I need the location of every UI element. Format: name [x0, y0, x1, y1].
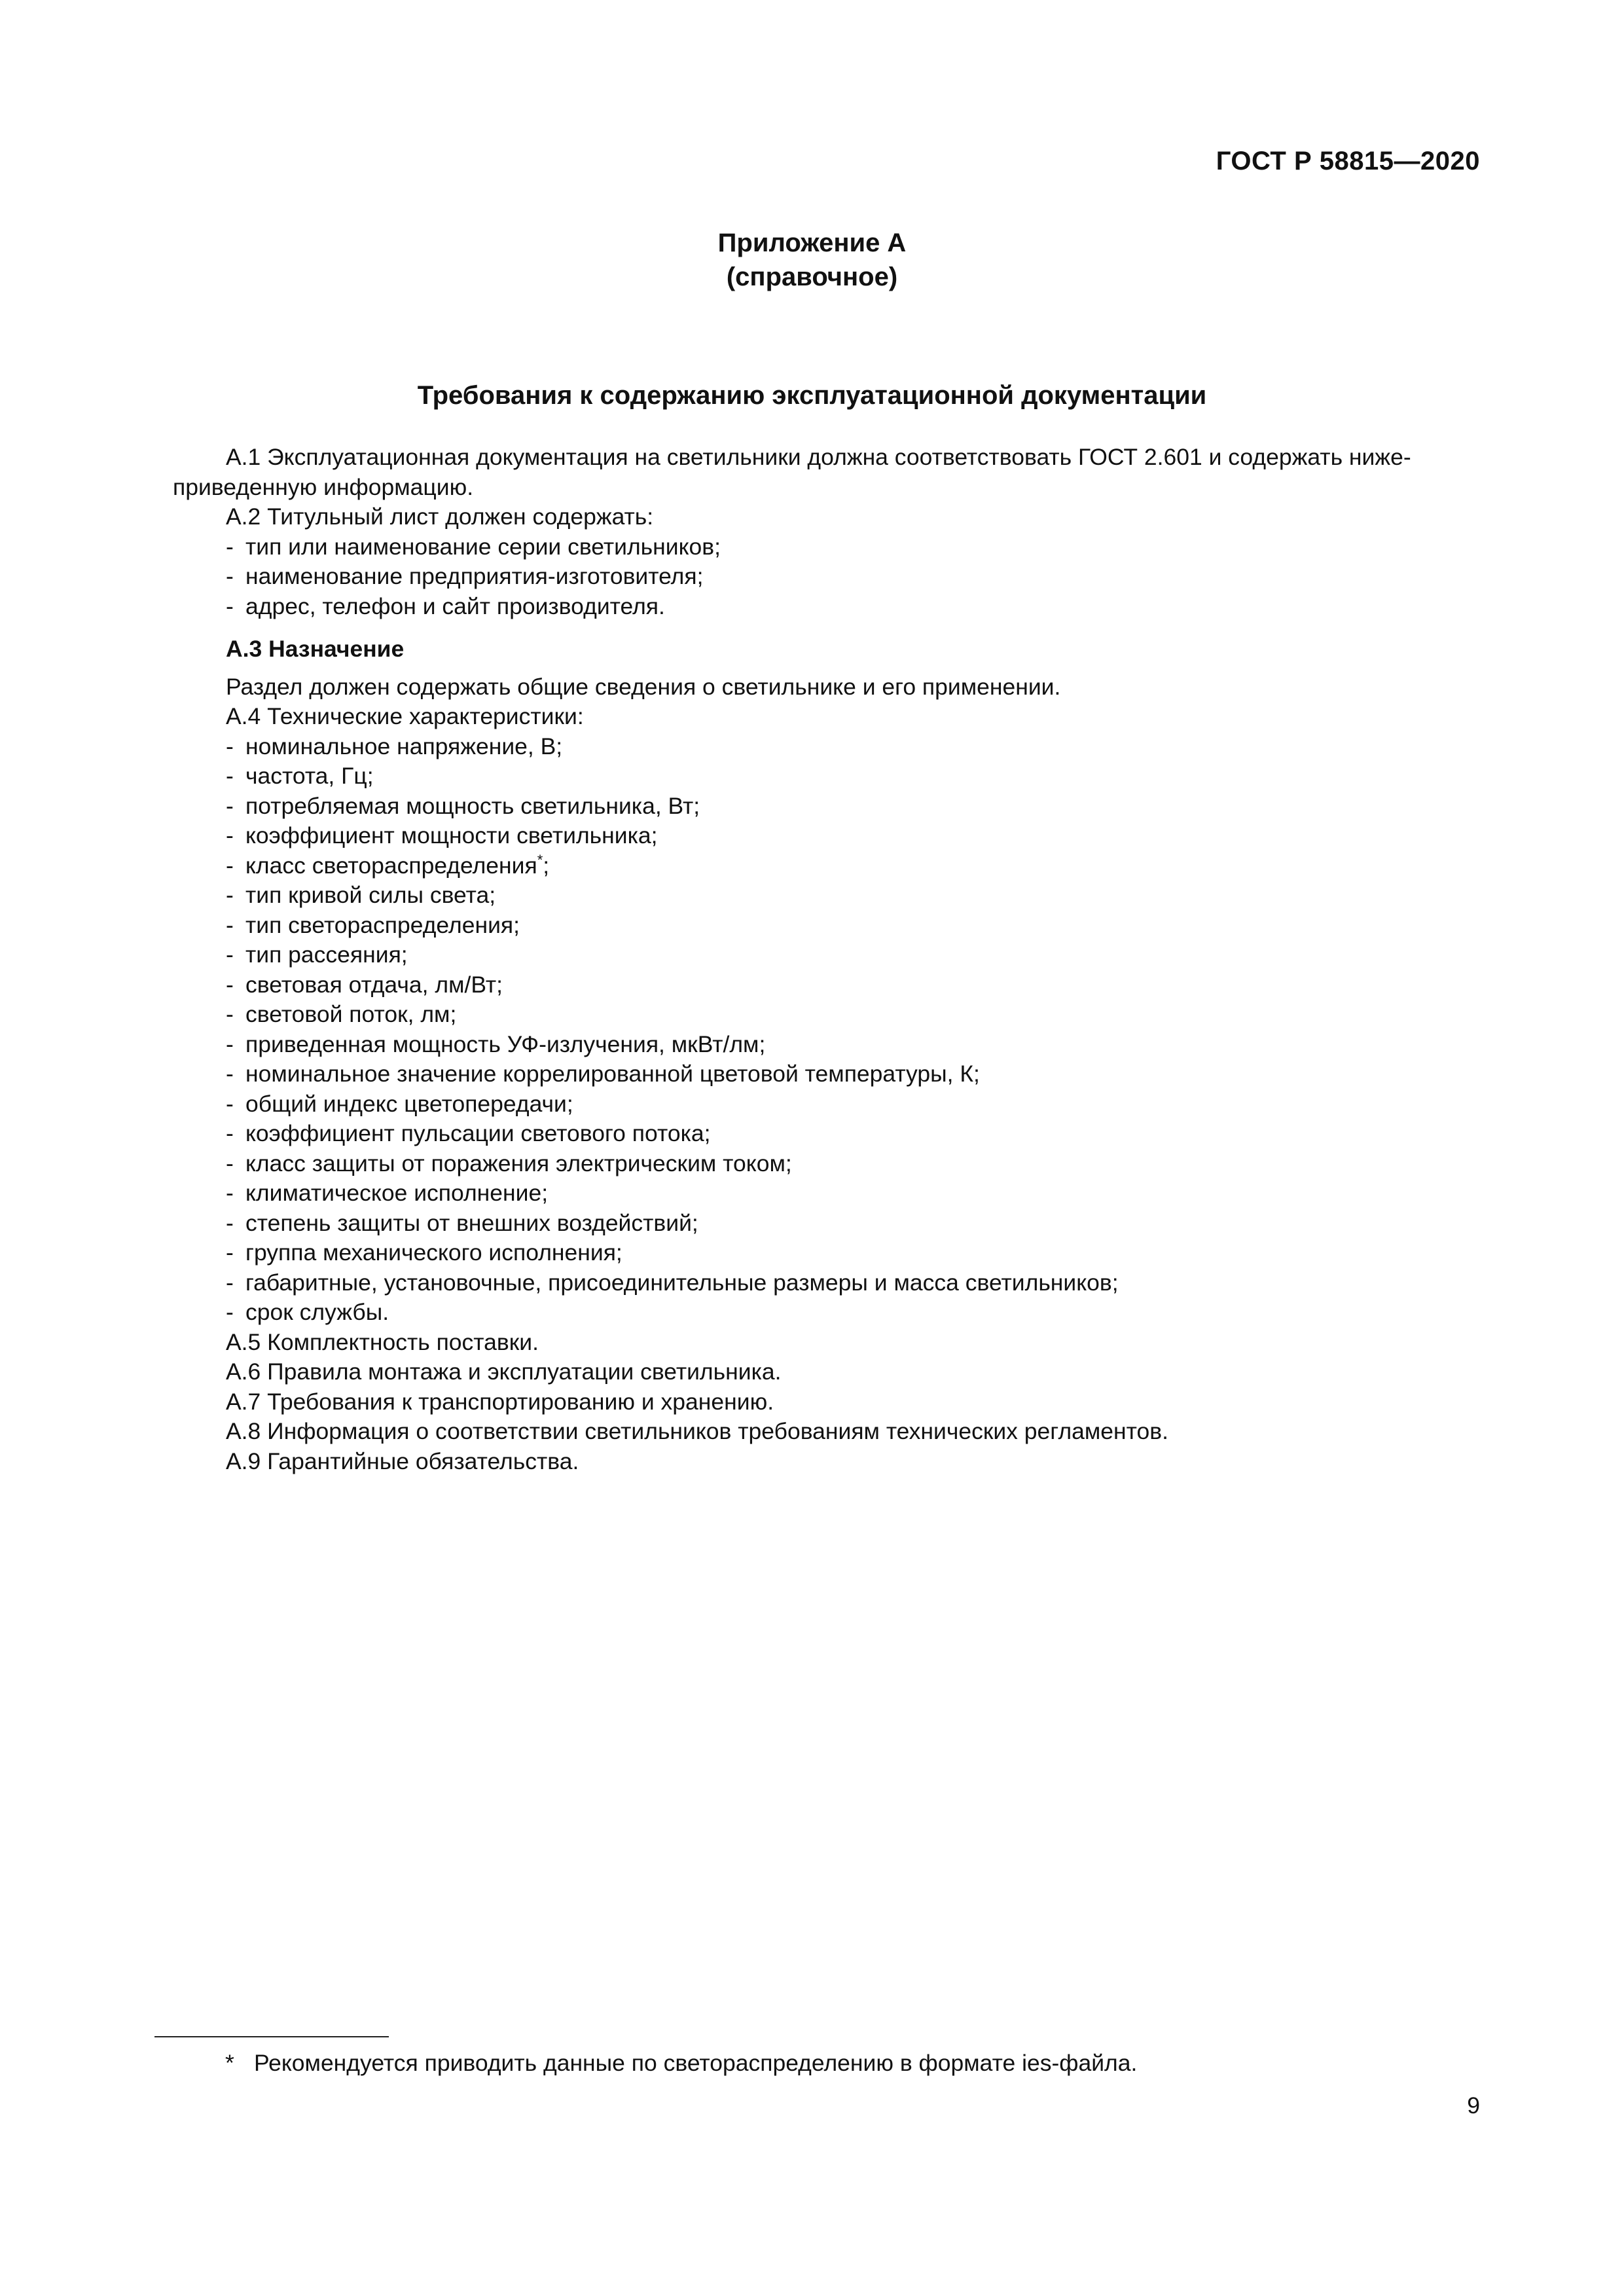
list-item: - коэффициент мощности светильника; [226, 822, 658, 848]
annex-title: Приложение А [717, 228, 907, 257]
list-a4 [173, 732, 1481, 1328]
list-item: - частота, Гц; [226, 763, 374, 789]
list-item: - тип кривой силы света; [226, 882, 496, 908]
list-item: - потребляемая мощность светильника, Вт; [226, 792, 700, 819]
paragraph-a1: А.1 Эксплуатационная документация на светильники должна соответствовать ГОСТ 2.601 и содержать ниже-приведенную информацию. [173, 444, 1411, 500]
list-item: - общий индекс цветопередачи; [226, 1090, 573, 1117]
annex-heading [0, 226, 1624, 294]
paragraph-a8: А.8 Информация о соответствии светильников требованиям технических регламентов. [226, 1418, 1168, 1444]
page-number: 9 [1467, 2092, 1480, 2119]
list-item: - климатическое исполнение; [226, 1180, 549, 1206]
list-item: - группа механического исполнения; [226, 1239, 623, 1266]
footnote-divider [154, 2036, 389, 2037]
subheading-a3: А.3 Назначение [226, 636, 405, 662]
list-item: - класс светораспределения*; [226, 851, 550, 879]
list-item: - коэффициент пульсации светового потока; [226, 1120, 711, 1146]
list-item: - световая отдача, лм/Вт; [226, 971, 503, 998]
paragraph-a6: А.6 Правила монтажа и эксплуатации светильника. [226, 1358, 782, 1385]
footnote [225, 2050, 1137, 2077]
list-item: - тип светораспределения; [226, 911, 520, 938]
footnote-text: Рекомендуется приводить данные по светораспределению в формате ies-файла. [254, 2050, 1138, 2076]
list-item: - габаритные, установочные, присоединительные размеры и масса светильников; [226, 1269, 1119, 1296]
footnote-mark: * [225, 2050, 234, 2076]
paragraph-a9: А.9 Гарантийные обязательства. [226, 1448, 579, 1474]
paragraph-a7: А.7 Требования к транспортированию и хранению. [226, 1388, 774, 1415]
list-item: - световой поток, лм; [226, 1001, 457, 1027]
list-item: - номинальное значение коррелированной цветовой температуры, К; [226, 1061, 980, 1087]
annex-subtitle: (справочное) [726, 263, 898, 291]
list-item: - срок службы. [226, 1299, 389, 1325]
body-text [173, 443, 1481, 1476]
document-code: ГОСТ Р 58815—2020 [1216, 147, 1480, 175]
paragraph-a4: А.4 Технические характеристики: [226, 703, 584, 729]
list-item: - класс защиты от поражения электрическим током; [226, 1150, 792, 1176]
list-item: - тип или наименование серии светильников; [226, 533, 721, 560]
list-item: - наименование предприятия-изготовителя; [226, 563, 704, 589]
list-item: - номинальное напряжение, В; [226, 733, 563, 759]
paragraph-a5: А.5 Комплектность поставки. [226, 1328, 539, 1355]
paragraph-a2: А.2 Титульный лист должен содержать: [226, 503, 654, 530]
list-item: - степень защиты от внешних воздействий; [226, 1209, 698, 1236]
footnote-reference: * [537, 851, 543, 868]
list-a2 [173, 532, 1481, 622]
list-item: - тип рассеяния; [226, 941, 408, 968]
list-item: - приведенная мощность УФ-излучения, мкВт/лм; [226, 1030, 766, 1057]
paragraph-a3: Раздел должен содержать общие сведения о светильнике и его применении. [226, 673, 1061, 700]
section-title: Требования к содержанию эксплуатационной документации [417, 381, 1207, 410]
list-item: - адрес, телефон и сайт производителя. [226, 592, 665, 619]
